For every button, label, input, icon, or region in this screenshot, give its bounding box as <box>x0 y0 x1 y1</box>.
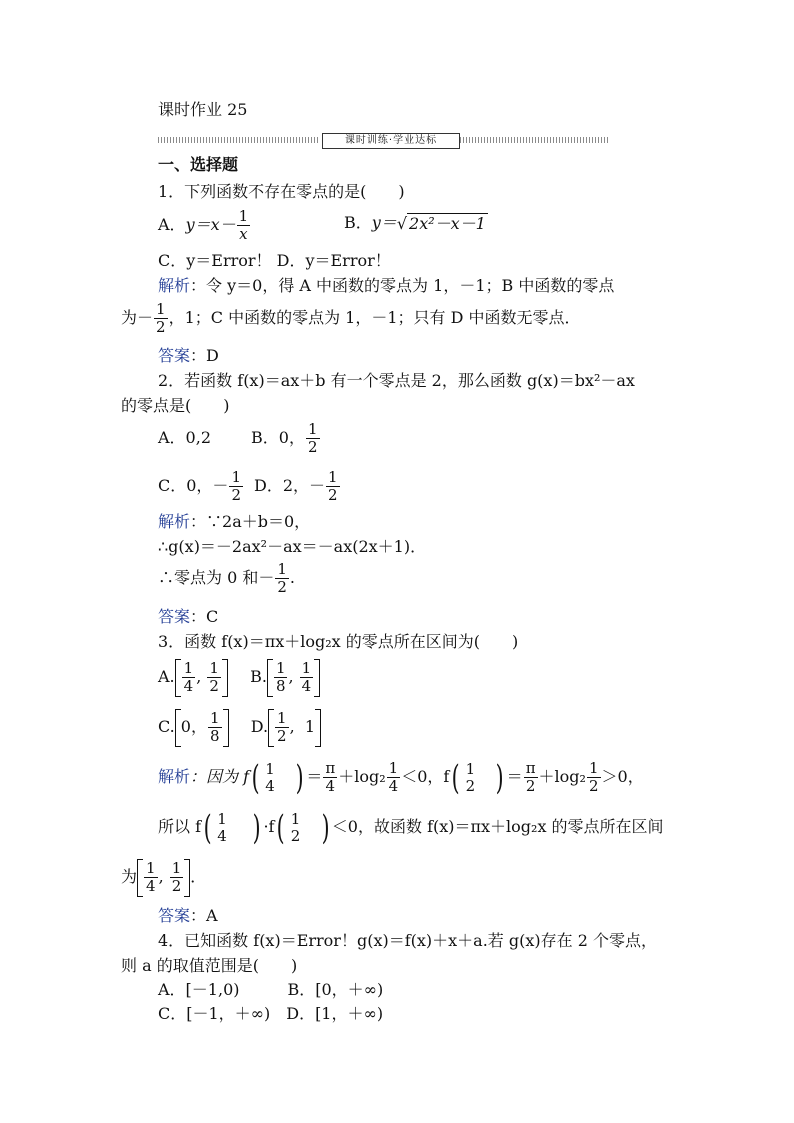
q2-d-den: 2 <box>328 486 338 504</box>
q3-b-n2: 1 <box>301 659 312 677</box>
q1-solution-label: 解析 <box>158 276 191 295</box>
q2-solution-label: 解析 <box>158 512 191 531</box>
q3-sol1-c: ＋log₂ <box>338 767 386 786</box>
q2-solution-line1 <box>158 512 310 532</box>
q4-stem-line2: 则 a 的取值范围是( ) <box>121 956 298 975</box>
q3-sol3-lbracket <box>137 859 143 897</box>
q3-a-frac2 <box>207 660 221 695</box>
q2-solution-line3: ∴零点为 0 和－ $\frac{1}{2}$ . <box>158 560 295 596</box>
q3-stem: 3．函数 f(x)＝πx＋log₂x 的零点所在区间为( ) <box>158 632 519 651</box>
q4-options-cd: C．[－1，＋∞) D．[1，＋∞) <box>158 1004 384 1023</box>
q2-option-b-fraction <box>306 421 320 456</box>
q1-a-num: 1 <box>238 207 249 225</box>
q3-answer <box>158 906 218 926</box>
q3-sol1-arg2-n: 1 <box>465 759 476 778</box>
q3-b-n1: 1 <box>275 659 286 677</box>
q3-c-rbracket <box>223 709 229 747</box>
q3-c-frac <box>208 710 222 745</box>
q2-answer-value: ：C <box>190 607 219 626</box>
q3-sol1-frac-arg1 <box>263 761 277 795</box>
q2-sol3-den: 2 <box>277 578 287 596</box>
banner-hatch-right <box>460 137 610 143</box>
banner-hatch-left <box>158 137 318 143</box>
q3-sol3-post: ． <box>190 867 207 886</box>
q2-option-d: D．2，－ <box>253 476 325 495</box>
q2-d-num: 1 <box>328 468 338 486</box>
q1-option-a-expr: y＝x－ <box>185 215 236 234</box>
q3-a-d1: 4 <box>183 677 194 695</box>
banner-label: 课时训练·学业达标 <box>322 133 460 149</box>
q3-sol3-n2: 1 <box>171 859 182 877</box>
q3-b-rbracket <box>314 659 320 697</box>
q3-a-rbracket <box>222 659 228 697</box>
q2-options-cd <box>158 466 341 506</box>
q2-b-num: 1 <box>307 420 318 438</box>
q3-sol1-arg1-n: 1 <box>265 759 275 778</box>
q1-sol2-pre: 为－ <box>121 308 154 327</box>
q3-c-left: 0， <box>180 717 207 736</box>
q1-sol2-num: 1 <box>156 300 166 318</box>
q3-answer-value: ：A <box>190 906 218 925</box>
q1-option-b-label: B． <box>344 213 372 232</box>
q3-a-n1: 1 <box>183 659 194 677</box>
q3-sol2-c: ＜0，故函数 f(x)＝πx＋log₂x 的零点所在区间 <box>331 817 664 836</box>
q2-stem-line1: 2．若函数 f(x)＝ax＋b 有一个零点是 2，那么函数 g(x)＝bx²－ax <box>158 371 635 390</box>
q3-option-a: A. <box>158 667 175 686</box>
q3-d-n: 1 <box>277 709 287 727</box>
q2-option-d-fraction <box>326 469 340 504</box>
q1-sol2-post: ，1；C 中函数的零点为 1，－1；只有 D 中函数无零点． <box>168 308 581 327</box>
q2-c-den: 2 <box>231 486 241 504</box>
q3-sol2-frac1 <box>215 811 229 845</box>
q1-solution-line1 <box>158 276 614 296</box>
q3-d-d: 2 <box>277 727 287 745</box>
q3-answer-label: 答案 <box>158 906 191 925</box>
q3-sol1-b: ＝ <box>306 767 323 786</box>
q2-answer <box>158 607 218 627</box>
q3-options-cd: C. 0， $\frac{1}{8}$ D. $\frac{1}{2}$ , 1 <box>158 705 321 749</box>
q3-sol1-arg2-d: 2 <box>465 776 476 795</box>
q3-d-rbracket <box>315 709 321 747</box>
q3-b-frac1 <box>274 660 288 695</box>
q3-sol1-frac-log2 <box>587 760 601 795</box>
q4-options-ab: A．[－1,0) B．[0，＋∞) <box>158 980 384 999</box>
q3-c-d: 8 <box>209 727 220 745</box>
q2-option-c: C．0，－ <box>158 476 229 495</box>
q3-sol2-a: 所以 f <box>158 817 202 836</box>
q3-sol1-log1-n: 1 <box>388 759 399 777</box>
q3-sol1-frac-arg2 <box>464 761 478 795</box>
q3-sol1-frac-log1 <box>387 760 401 795</box>
q3-sol2-b: ·f <box>263 817 275 836</box>
q1-sol2-den: 2 <box>156 318 166 336</box>
q1-option-b-expr: y＝ <box>371 213 397 232</box>
q3-a-d2: 2 <box>209 677 219 695</box>
q3-sol1-g: ＞0， <box>601 767 644 786</box>
q3-sol1-log1-d: 4 <box>388 777 399 795</box>
q3-option-c: C. <box>158 717 175 736</box>
q1-answer-label: 答案 <box>158 346 191 365</box>
q3-sol1-pi-b: π <box>525 759 536 777</box>
q1-answer <box>158 346 219 366</box>
q3-sol1-pi-b-d: 2 <box>525 777 536 795</box>
q3-sol3-n1: 1 <box>146 859 156 877</box>
q3-sol2-f1-n: 1 <box>217 809 227 828</box>
q2-sol3-fraction <box>275 561 289 596</box>
q3-d-lbracket <box>268 709 274 747</box>
q3-solution-line3: 为 $\frac{1}{4}$ , $\frac{1}{2}$ ． <box>121 859 207 895</box>
q2-answer-label: 答案 <box>158 607 191 626</box>
q2-c-num: 1 <box>231 468 241 486</box>
q3-a-frac1 <box>182 660 196 695</box>
q3-sol1-frac-pi4 <box>323 760 337 795</box>
q3-option-b: B. <box>250 667 267 686</box>
q3-sol1-f: ＋log₂ <box>538 767 586 786</box>
q2-option-a: A．0,2 <box>158 428 212 447</box>
q3-sol1-e: ＝ <box>506 767 523 786</box>
q1-option-a-label: A． <box>158 215 186 234</box>
q3-sol3-d2: 2 <box>171 877 182 895</box>
q2-option-b: B．0， <box>251 428 305 447</box>
q3-d-right: 1 <box>304 717 316 736</box>
q2-options-ab <box>158 418 321 458</box>
q3-a-n2: 1 <box>209 659 219 677</box>
q1-option-a-fraction <box>237 208 251 243</box>
q1-solution-line2 <box>121 298 581 338</box>
q2-solution-line2: ∴g(x)＝－2ax²－ax＝－ax(2x＋1)． <box>158 537 427 556</box>
q1-a-den: x <box>239 225 248 243</box>
q3-solution-label: 解析 <box>158 767 191 786</box>
q3-b-d1: 8 <box>275 677 286 695</box>
q3-d-frac <box>275 710 289 745</box>
q3-a-lbracket <box>175 659 181 697</box>
q2-stem-line2: 的零点是( ) <box>121 396 230 415</box>
q3-sol3-d1: 4 <box>146 877 156 895</box>
q3-solution-line1: 解析：因为 f( 1 4 ) ＝ $\frac{\pi}{4}$ ＋log₂ $\frac{1}{4}$ ＜0，f( 1 2 ) ＝ $\frac{\pi}{2}$ ＋log₂ $\frac{1}{2}$ ＞0， <box>158 757 644 798</box>
q1-options-cd: C．y＝Error！ D．y＝Error！ <box>158 251 391 270</box>
q1-sqrt: √ 2x²－x－1 <box>396 214 486 233</box>
q3-solution-line2: 所以 f( 1 4 ) ·f( 1 2 ) ＜0，故函数 f(x)＝πx＋log₂x 的零点所在区间 <box>158 807 664 848</box>
q2-sol3-num: 1 <box>277 560 287 578</box>
q1-answer-value: ：D <box>190 346 219 365</box>
q1-option-b <box>344 213 488 234</box>
q3-sol3-frac1 <box>144 860 158 895</box>
q3-sol1-a: ：因为 f <box>190 767 250 786</box>
q4-stem-line1: 4．已知函数 f(x)＝Error！g(x)＝f(x)＋x＋a.若 g(x)存在 2 个零点， <box>158 931 657 950</box>
q3-b-frac2 <box>300 660 314 695</box>
q2-sol3-pre: ∴零点为 0 和－ <box>158 568 275 587</box>
q2-solution-text1: ：∵2a＋b＝0， <box>190 512 311 531</box>
q3-sol3-frac2 <box>170 860 184 895</box>
q3-sol1-arg1-d: 4 <box>265 776 275 795</box>
section-heading: 一、选择题 <box>158 155 239 174</box>
q3-sol2-f2-n: 1 <box>290 809 301 828</box>
q1-stem: 1．下列函数不存在零点的是( ) <box>158 182 405 201</box>
q2-b-den: 2 <box>307 438 318 456</box>
q3-c-n: 1 <box>209 709 220 727</box>
q3-sol2-f1-d: 4 <box>217 826 227 845</box>
q3-sol3-pre: 为 <box>121 867 138 886</box>
q3-sol1-log2-n: 1 <box>588 759 599 777</box>
q1-radicand: 2x²－x－1 <box>409 214 486 233</box>
q3-sol2-frac2 <box>289 811 303 845</box>
section-banner <box>158 135 610 145</box>
page-title: 课时作业 25 <box>158 100 248 119</box>
q3-b-d2: 4 <box>301 677 312 695</box>
q2-option-c-fraction <box>229 469 243 504</box>
q1-option-a <box>158 207 251 243</box>
q1-solution-text1: ：令 y＝0，得 A 中函数的零点为 1，－1；B 中函数的零点 <box>190 276 615 295</box>
q3-options-ab: A. $\frac{1}{4}$ , $\frac{1}{2}$ B. $\frac{1}{8}$ , $\frac{1}{4}$ <box>158 655 320 699</box>
q3-b-lbracket <box>267 659 273 697</box>
q1-sol2-fraction <box>154 301 168 336</box>
q3-sol1-pi-a-d: 4 <box>325 777 336 795</box>
q3-sol1-frac-pi2 <box>524 760 538 795</box>
q3-sol2-f2-d: 2 <box>290 826 301 845</box>
q3-sol1-pi-a: π <box>325 759 336 777</box>
q3-option-d: D. <box>250 717 269 736</box>
q3-sol1-d: ＜0，f <box>401 767 450 786</box>
q3-sol1-log2-d: 2 <box>588 777 599 795</box>
